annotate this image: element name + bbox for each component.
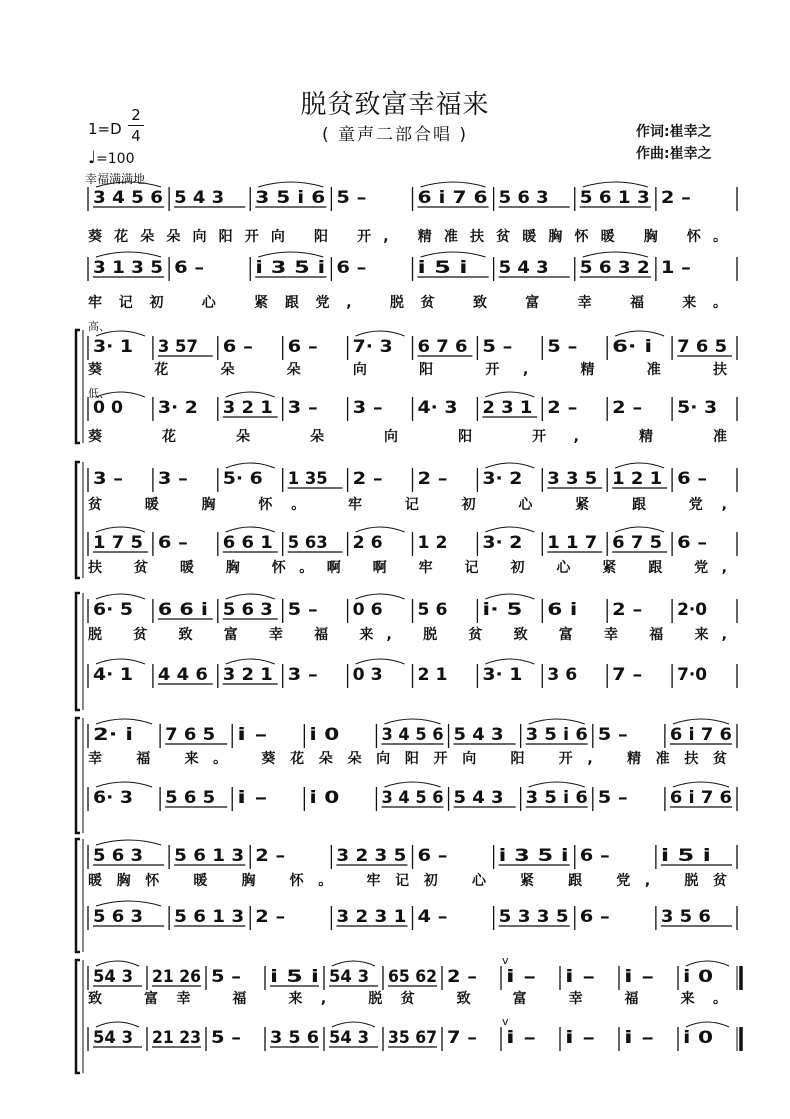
measure-notes: i – bbox=[506, 967, 536, 987]
measure-notes: 7· 3 bbox=[352, 337, 393, 357]
measure-notes: 6 i 7 6 bbox=[669, 788, 732, 808]
slur bbox=[673, 782, 729, 787]
measure-notes: 3 – bbox=[287, 398, 318, 418]
slur bbox=[96, 594, 145, 599]
slur bbox=[583, 182, 648, 187]
system-bracket bbox=[76, 593, 80, 710]
slur bbox=[485, 463, 534, 468]
measure-notes: 2 – bbox=[255, 907, 286, 927]
system-bracket bbox=[76, 462, 80, 578]
measure-notes: 2·0 bbox=[677, 600, 708, 620]
measure-notes: i 0 bbox=[683, 967, 714, 987]
composer-credit: 作曲:崔幸之 bbox=[636, 146, 712, 162]
measure-notes: 3 1 3 5 bbox=[93, 258, 163, 278]
slur bbox=[332, 1022, 375, 1027]
slur bbox=[356, 594, 405, 599]
measure-notes: 3 – bbox=[352, 398, 383, 418]
score-subtitle: ( 童声二部合唱 ) bbox=[321, 125, 469, 145]
measure-notes: 5 – bbox=[547, 337, 578, 357]
measure-notes: i – bbox=[624, 967, 654, 987]
measure-notes: 5 6 bbox=[417, 600, 448, 620]
measure-notes: 5 4 3 bbox=[174, 188, 225, 208]
measure-notes: i – bbox=[506, 1028, 536, 1048]
measure-notes: 5 6 5 bbox=[165, 788, 216, 808]
lyric-line: 幸 福 来。 葵花朵朵向阳开向 阳 开, 精准扶贫 bbox=[88, 751, 727, 767]
measure-notes: 6 i 7 6 bbox=[417, 188, 488, 208]
measure-notes: 5 – bbox=[336, 188, 367, 208]
slur bbox=[384, 719, 440, 724]
lyric-line: 葵 花 朵 朵 向 阳 开, 精 准 bbox=[88, 429, 728, 445]
slur bbox=[96, 901, 161, 906]
measure-notes: 5 – bbox=[482, 337, 513, 357]
measure-notes: 4 4 6 bbox=[157, 665, 208, 685]
measure-notes: 1 7 5 bbox=[93, 533, 143, 553]
lyric-line: 葵 花 朵 朵 向 阳 开, 精 准 扶 bbox=[88, 362, 727, 378]
measure-notes: 6· i bbox=[612, 337, 653, 357]
measure-notes: 5 – bbox=[287, 600, 318, 620]
measure-notes: 54 3 bbox=[93, 1028, 133, 1048]
measure-notes: 5 6 3 bbox=[93, 846, 143, 866]
measure-notes: 2 – bbox=[547, 398, 578, 418]
slur bbox=[485, 659, 534, 664]
measure-notes: 6 – bbox=[174, 258, 205, 278]
slur bbox=[485, 527, 534, 532]
measure-notes: 54 3 bbox=[93, 967, 133, 987]
measure-notes: 3 – bbox=[287, 665, 318, 685]
measure-notes: 5· 6 bbox=[222, 469, 263, 489]
slur bbox=[356, 331, 405, 336]
lyric-line: 葵花朵朵向阳开向 阳 开, 精准扶贫暖胸怀暖 胸 怀。 bbox=[88, 229, 727, 245]
measure-notes: 5 – bbox=[211, 967, 241, 987]
slur bbox=[226, 392, 275, 397]
slur bbox=[384, 782, 440, 787]
system-bracket bbox=[76, 718, 80, 833]
slur bbox=[96, 527, 145, 532]
measure-notes: 5 – bbox=[211, 1028, 241, 1048]
measure-notes: 3 4 5 6 bbox=[381, 725, 444, 745]
measure-notes: 2 – bbox=[612, 600, 643, 620]
measure-notes: 4 – bbox=[417, 907, 448, 927]
measure-notes: 3 5 i 6 bbox=[525, 788, 588, 808]
quarter-note-icon: ♩ bbox=[88, 148, 97, 168]
measure-notes: 5 6 1 3 bbox=[174, 846, 245, 866]
measure-notes: 3 3 5 bbox=[547, 469, 598, 489]
measure-notes: 3· 1 bbox=[93, 337, 133, 357]
measure-notes: 7 – bbox=[612, 665, 643, 685]
measure-notes: 4· 1 bbox=[93, 665, 133, 685]
measure-notes: i – bbox=[237, 725, 268, 745]
lyric-line: 暖胸怀 暖 胸 怀。 牢记初 心 紧 跟 党, 脱贫 bbox=[88, 873, 727, 889]
measure-notes: 2 – bbox=[255, 846, 286, 866]
measure-notes: 5 63 bbox=[287, 533, 328, 553]
measure-notes: 21 26 bbox=[152, 967, 201, 987]
measure-notes: 3 – bbox=[93, 469, 123, 489]
measure-notes: 21 23 bbox=[152, 1028, 201, 1048]
breath-mark: v bbox=[502, 1015, 509, 1028]
measure-notes: 3· 2 bbox=[482, 533, 523, 553]
measure-notes: 6· 5 bbox=[93, 600, 133, 620]
measure-notes: 1 2 1 bbox=[612, 469, 663, 489]
measure-notes: 2 3 1 bbox=[482, 398, 533, 418]
measure-notes: i 5 i bbox=[270, 967, 319, 987]
measure-notes: i – bbox=[624, 1028, 654, 1048]
slur bbox=[226, 594, 275, 599]
measure-notes: 1 2 bbox=[417, 533, 448, 553]
measure-notes: 6 i 7 6 bbox=[669, 725, 732, 745]
measure-notes: 6· 3 bbox=[93, 788, 133, 808]
measure-notes: 6 6 i bbox=[157, 600, 208, 620]
meter-top: 2 bbox=[131, 106, 141, 124]
measure-notes: 5 6 3 2 bbox=[579, 258, 650, 278]
expression-marking: 幸福满满地 bbox=[85, 172, 146, 186]
measure-notes: 54 3 bbox=[329, 1028, 369, 1048]
measure-notes: 3· 1 bbox=[482, 665, 523, 685]
measure-notes: 6 – bbox=[579, 846, 610, 866]
measure-notes: i 3 5 i bbox=[498, 846, 569, 866]
slur bbox=[615, 463, 664, 468]
slur bbox=[96, 252, 161, 257]
slur bbox=[226, 659, 275, 664]
slur bbox=[96, 782, 152, 787]
lyricist-credit: 作词:崔幸之 bbox=[636, 124, 712, 140]
slur bbox=[529, 782, 585, 787]
measure-notes: 7·0 bbox=[677, 665, 708, 685]
measure-notes: i 0 bbox=[309, 725, 340, 745]
measure-notes: 6 – bbox=[677, 533, 708, 553]
measure-notes: 6 – bbox=[677, 469, 708, 489]
measure-notes: 6 7 5 bbox=[612, 533, 663, 553]
measure-notes: 0 6 bbox=[352, 600, 383, 620]
system-bracket bbox=[76, 960, 80, 1073]
measure-notes: 1 35 bbox=[287, 469, 328, 489]
lyric-line: 致 富幸 福 来, 脱贫 致 富 幸 福 来。 bbox=[88, 991, 727, 1007]
key-text: 1=D bbox=[88, 120, 122, 138]
measure-notes: 3· 2 bbox=[157, 398, 198, 418]
slur bbox=[583, 252, 648, 257]
measure-notes: 3 4 5 6 bbox=[381, 788, 444, 808]
lyric-line: 扶 贫 暖 胸 怀。啊 啊 牢 记 初 心 紧 跟 党, bbox=[88, 560, 727, 576]
slur bbox=[485, 594, 534, 599]
measure-notes: i 3 5 i bbox=[255, 258, 326, 278]
measure-notes: 2 – bbox=[417, 469, 448, 489]
slur bbox=[96, 719, 152, 724]
measure-notes: 3 2 1 bbox=[222, 398, 273, 418]
lyric-line: 贫 暖 胸 怀。 牢 记 初 心 紧 跟 党, bbox=[88, 497, 727, 513]
slur bbox=[615, 527, 664, 532]
part-label-high: 高、 bbox=[88, 320, 110, 333]
measure-notes: 6 – bbox=[579, 907, 610, 927]
measure-notes: 3 – bbox=[157, 469, 188, 489]
slur bbox=[421, 182, 486, 187]
slur bbox=[686, 1022, 729, 1027]
slur bbox=[226, 527, 275, 532]
slur bbox=[332, 961, 375, 966]
score-title: 脱贫致富幸福来 bbox=[300, 90, 490, 120]
measure-notes: 5 6 3 bbox=[93, 907, 143, 927]
measure-notes: 2 – bbox=[660, 188, 691, 208]
measure-notes: i – bbox=[565, 967, 595, 987]
slur bbox=[96, 659, 145, 664]
measure-notes: 6 – bbox=[222, 337, 253, 357]
measure-notes: 6 – bbox=[336, 258, 367, 278]
measure-notes: 3 2 3 5 bbox=[336, 846, 407, 866]
measure-notes: 5 4 3 bbox=[453, 788, 504, 808]
measure-notes: 5 6 1 3 bbox=[174, 907, 245, 927]
measure-notes: i 5 i bbox=[660, 846, 711, 866]
slur bbox=[356, 659, 405, 664]
slur bbox=[258, 182, 323, 187]
measure-notes: 5 4 3 bbox=[453, 725, 504, 745]
slur bbox=[421, 252, 486, 257]
measure-notes: 5· 3 bbox=[677, 398, 718, 418]
lyric-line: 牢记初 心 紧跟党, 脱贫 致 富 幸 福 来。 bbox=[88, 295, 727, 311]
measure-notes: 5 – bbox=[597, 725, 628, 745]
measure-notes: 6 i bbox=[547, 600, 578, 620]
measure-notes: 3 5 i 6 bbox=[525, 725, 588, 745]
slur bbox=[686, 961, 729, 966]
measure-notes: 0 0 bbox=[93, 398, 124, 418]
slur bbox=[258, 252, 323, 257]
slur bbox=[96, 1022, 139, 1027]
measure-notes: 3 2 1 bbox=[222, 665, 273, 685]
measure-notes: 3 5 6 bbox=[270, 1028, 319, 1048]
breath-mark: v bbox=[502, 954, 509, 967]
tempo-value: =100 bbox=[96, 151, 135, 167]
slur bbox=[356, 527, 405, 532]
measure-notes: 2· i bbox=[93, 725, 133, 745]
slur bbox=[96, 840, 161, 845]
measure-notes: 4· 3 bbox=[417, 398, 458, 418]
slur bbox=[226, 463, 275, 468]
lyric-line: 脱 贫 致 富 幸 福 来, 脱 贫 致 富 幸 福 来, bbox=[88, 627, 728, 643]
measure-notes: 65 62 bbox=[388, 967, 437, 987]
slur bbox=[615, 331, 664, 336]
measure-notes: 54 3 bbox=[329, 967, 369, 987]
measure-notes: 7 – bbox=[447, 1028, 477, 1048]
slur bbox=[673, 719, 729, 724]
system-bracket bbox=[76, 839, 80, 952]
measure-notes: 5 3 3 5 bbox=[498, 907, 569, 927]
measure-notes: 3· 2 bbox=[482, 469, 523, 489]
slur bbox=[485, 392, 534, 397]
measure-notes: 5 6 3 bbox=[498, 188, 549, 208]
measure-notes: i 5 i bbox=[417, 258, 468, 278]
measure-notes: i· 5 bbox=[482, 600, 523, 620]
measure-notes: 0 3 bbox=[352, 665, 383, 685]
measure-notes: 3 5 i 6 bbox=[255, 188, 326, 208]
measure-notes: 3 2 3 1 bbox=[336, 907, 407, 927]
measure-notes: 3 57 bbox=[157, 337, 198, 357]
measure-notes: 1 – bbox=[660, 258, 691, 278]
measure-notes: 3 6 bbox=[547, 665, 578, 685]
measure-notes: 7 6 5 bbox=[165, 725, 216, 745]
part-label-low: 低、 bbox=[88, 387, 110, 400]
slur bbox=[96, 182, 161, 187]
measure-notes: 5 – bbox=[597, 788, 628, 808]
slur bbox=[96, 961, 139, 966]
slur bbox=[529, 719, 585, 724]
measure-notes: i 0 bbox=[683, 1028, 714, 1048]
measure-notes: 5 4 3 bbox=[498, 258, 549, 278]
measure-notes: 2 – bbox=[447, 967, 477, 987]
meter-bottom: 4 bbox=[131, 127, 141, 145]
measure-notes: 6 – bbox=[287, 337, 318, 357]
measure-notes: 1 1 7 bbox=[547, 533, 598, 553]
measure-notes: 2 – bbox=[612, 398, 643, 418]
measure-notes: 6 – bbox=[157, 533, 188, 553]
measure-notes: 3 5 6 bbox=[660, 907, 711, 927]
measure-notes: 5 6 1 3 bbox=[579, 188, 650, 208]
measure-notes: 2 – bbox=[352, 469, 383, 489]
measure-notes: 6 6 1 bbox=[222, 533, 273, 553]
measure-notes: i 0 bbox=[309, 788, 340, 808]
measure-notes: 5 6 3 bbox=[222, 600, 273, 620]
measure-notes: 6 7 6 bbox=[417, 337, 468, 357]
measure-notes: 3 4 5 6 bbox=[93, 188, 163, 208]
measure-notes: 35 67 bbox=[388, 1028, 437, 1048]
measure-notes: i – bbox=[237, 788, 268, 808]
measure-notes: 2 1 bbox=[417, 665, 448, 685]
measure-notes: i – bbox=[565, 1028, 595, 1048]
measure-notes: 2 6 bbox=[352, 533, 383, 553]
system-bracket bbox=[76, 330, 80, 443]
measure-notes: 7 6 5 bbox=[677, 337, 728, 357]
measure-notes: 6 – bbox=[417, 846, 448, 866]
